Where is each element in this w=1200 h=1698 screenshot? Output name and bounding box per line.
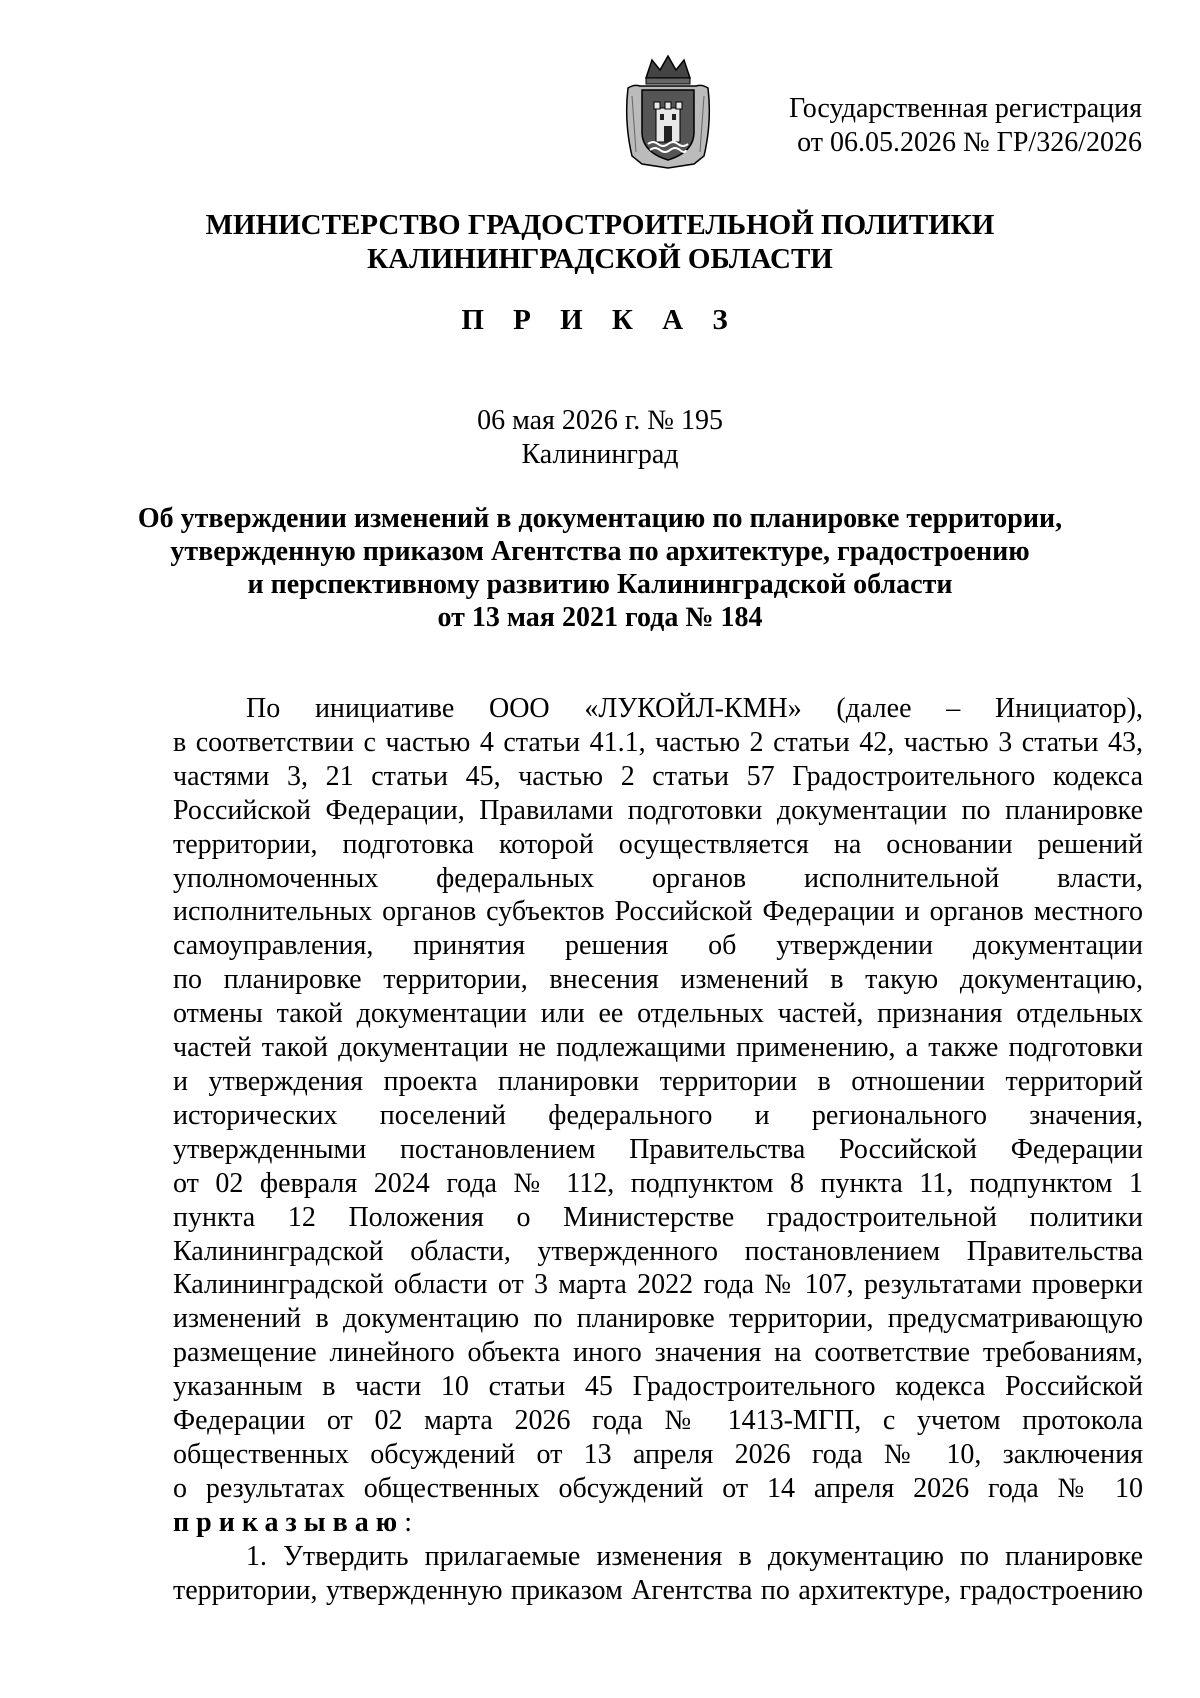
decree-colon: : <box>404 1506 412 1538</box>
body-line: изменений в документацию по планировке территории, предусматривающую <box>173 1303 1143 1335</box>
body-line: Калининградской области, утвержденного постановлением Правительства <box>173 1235 1143 1267</box>
body-line: Калининградской области от 3 марта 2022 года № 107, результатами проверки <box>173 1269 1143 1301</box>
body-line: общественных обсуждений от 13 апреля 2026 года № 10, заключения <box>173 1438 1143 1470</box>
state-registration <box>789 92 1142 160</box>
body-line: Российской Федерации, Правилами подготовки документации по планировке <box>173 794 1143 826</box>
decree-word: приказываю <box>173 1506 405 1538</box>
body-line: по планировке территории, внесения изменений в такую документацию, <box>173 964 1143 996</box>
body-line: частей такой документации не подлежащими применению, а также подготовки <box>173 1032 1143 1064</box>
subject-line-1: Об утверждении изменений в документацию по планировке территории, <box>137 503 1063 534</box>
kaliningrad-coat-of-arms-icon <box>622 52 714 170</box>
body-line: указанным в части 10 статьи 45 Градостроительного кодекса Российской <box>173 1371 1143 1403</box>
body-line: По инициативе ООО «ЛУКОЙЛ-КМН» (далее – Инициатор), <box>246 693 1143 724</box>
body-line: размещение линейного объекта иного значения на соответствие требованиям, <box>173 1337 1143 1369</box>
subject-line-3: и перспективному развитию Калининградской области <box>247 569 953 600</box>
body-line: территории, подготовка которой осуществляется на основании решений <box>173 828 1143 860</box>
order-subject <box>0 502 1200 634</box>
body-line: в соответствии с частью 4 статьи 41.1, частью 2 статьи 42, частью 3 статьи 43, <box>173 726 1143 758</box>
order-city: Калининград <box>521 439 679 470</box>
document-type: П Р И К А З <box>461 304 739 336</box>
ministry-name <box>0 208 1200 276</box>
body-line: уполномоченных федеральных органов исполнительной власти, <box>173 862 1143 894</box>
body-line: и утверждения проекта планировки территории в отношении территорий <box>173 1065 1143 1097</box>
body-line: самоуправления, принятия решения об утверждении документации <box>173 930 1143 962</box>
subject-line-2: утвержденную приказом Агентства по архитектуре, градостроению <box>170 536 1030 567</box>
decree-line <box>173 1506 1143 1540</box>
body-line: исторических поселений федерального и регионального значения, <box>173 1099 1143 1131</box>
body-line: о результатах общественных обсуждений от 14 апреля 2026 года № 10 <box>173 1472 1143 1504</box>
ministry-line-2: КАЛИНИНГРАДСКОЙ ОБЛАСТИ <box>367 243 833 275</box>
order-date: 06 мая 2026 г. № 195 <box>477 405 723 436</box>
order-body <box>173 692 1143 1607</box>
item-1-line: территории, утвержденную приказом Агентства по архитектуре, градостроению <box>173 1574 1143 1606</box>
registration-line-2: от 06.05.2026 № ГР/326/2026 <box>797 127 1142 158</box>
body-line: отмены такой документации или ее отдельных частей, признания отдельных <box>173 998 1143 1030</box>
body-line: частями 3, 21 статьи 45, частью 2 статьи 57 Градостроительного кодекса <box>173 760 1143 792</box>
registration-line-1: Государственная регистрация <box>789 93 1142 124</box>
order-date-block <box>0 404 1200 472</box>
body-line: пункта 12 Положения о Министерстве градостроительной политики <box>173 1201 1143 1233</box>
body-line: утвержденными постановлением Правительства Российской Федерации <box>173 1133 1143 1165</box>
item-1-line: 1. Утвердить прилагаемые изменения в документацию по планировке <box>246 1540 1143 1572</box>
subject-line-4: от 13 мая 2021 года № 184 <box>437 602 763 633</box>
body-line: Федерации от 02 марта 2026 года № 1413-МГП, с учетом протокола <box>173 1405 1143 1437</box>
body-line: исполнительных органов субъектов Российской Федерации и органов местного <box>173 896 1143 928</box>
body-line: от 02 февраля 2024 года № 112, подпунктом 8 пункта 11, подпунктом 1 <box>173 1167 1143 1199</box>
ministry-line-1: МИНИСТЕРСТВО ГРАДОСТРОИТЕЛЬНОЙ ПОЛИТИКИ <box>205 209 995 241</box>
